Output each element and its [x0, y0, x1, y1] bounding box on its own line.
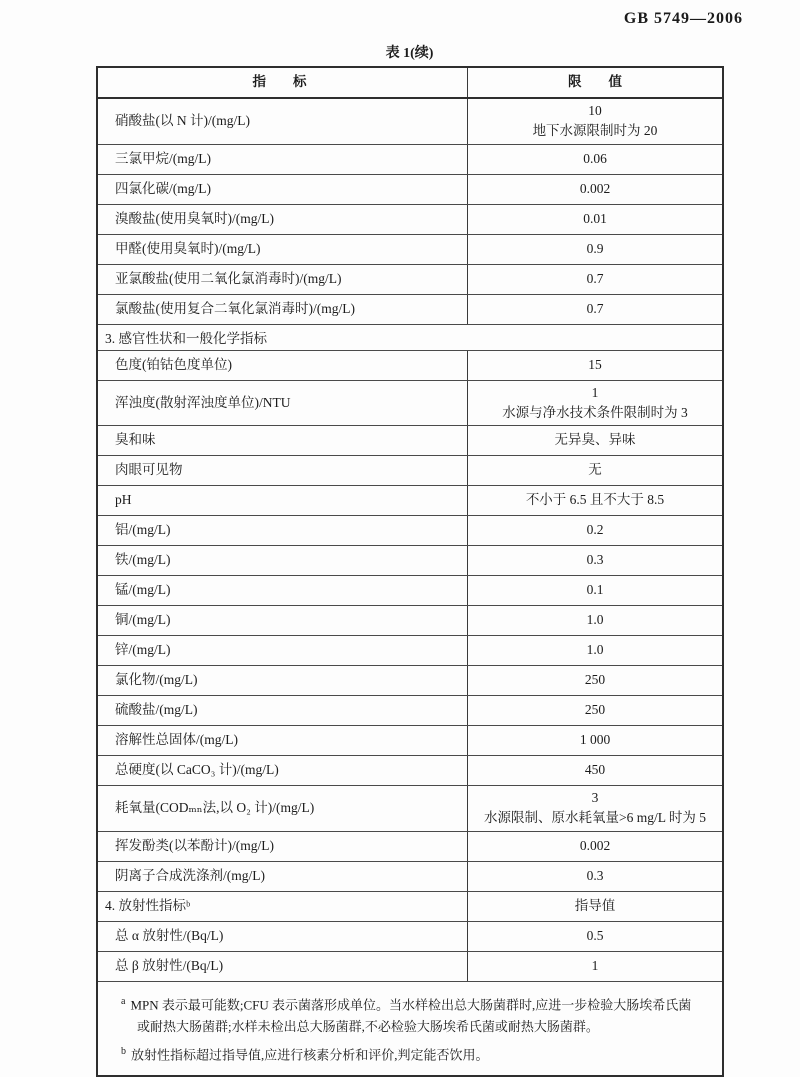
- table-row: [98, 726, 722, 756]
- indicator-cell: 氯酸盐(使用复合二氧化氯消毒时)/(mg/L): [98, 295, 468, 324]
- indicator-cell: 4. 放射性指标ᵇ: [98, 892, 468, 921]
- indicator-cell: 总 β 放射性/(Bq/L): [98, 952, 468, 981]
- limit-cell: [468, 426, 722, 455]
- indicator-cell: 总 α 放射性/(Bq/L): [98, 922, 468, 951]
- footnote-text: 放射性指标超过指导值,应进行核素分析和评价,判定能否饮用。: [131, 1046, 489, 1062]
- footnote-marker: b: [121, 1045, 126, 1057]
- limit-line: 0.3: [586, 867, 604, 883]
- limit-cell: [468, 351, 722, 380]
- limit-line: 0.002: [579, 837, 611, 853]
- table-row: [98, 265, 722, 295]
- limit-line: 无异臭、异味: [554, 432, 636, 448]
- doc-number: GB 5749—2006: [623, 10, 743, 27]
- limit-line: 1 000: [579, 732, 611, 748]
- table-row: [98, 696, 722, 726]
- footnote-marker: a: [121, 995, 126, 1007]
- limit-line: 0.1: [586, 582, 604, 598]
- indicator-cell: 锌/(mg/L): [98, 636, 468, 665]
- indicator-cell: 硝酸盐(以 N 计)/(mg/L): [98, 99, 468, 144]
- limit-cell: [468, 205, 722, 234]
- limit-line: 3: [591, 790, 599, 805]
- indicator-cell: 三氯甲烷/(mg/L): [98, 145, 468, 174]
- limit-cell: [468, 486, 722, 515]
- table-row: [98, 546, 722, 576]
- footnotes-block: [98, 982, 722, 1076]
- table-row: [98, 235, 722, 265]
- limit-cell: [468, 235, 722, 264]
- limit-cell: [468, 145, 722, 174]
- limit-cell: [468, 892, 722, 921]
- limit-cell: [468, 862, 722, 891]
- limit-line: 1.0: [586, 612, 604, 628]
- table-row: [98, 456, 722, 486]
- table-row: [98, 892, 722, 922]
- indicator-cell: 肉眼可见物: [98, 456, 468, 485]
- limit-cell: [468, 922, 722, 951]
- table-row: [98, 381, 722, 427]
- table-row: [98, 486, 722, 516]
- table-row: [98, 756, 722, 786]
- indicator-cell: 浑浊度(散射浑浊度单位)/NTU: [98, 381, 468, 426]
- indicator-cell: 臭和味: [98, 426, 468, 455]
- table-row: [98, 862, 722, 892]
- table-row: [98, 666, 722, 696]
- limit-line: 不小于 6.5 且不大于 8.5: [525, 492, 665, 508]
- indicator-cell: 总硬度(以 CaCO₃ 计)/(mg/L): [98, 756, 468, 785]
- table-body: [98, 99, 722, 982]
- limit-cell: [468, 516, 722, 545]
- limit-cell: [468, 786, 722, 831]
- limit-cell: [468, 265, 722, 294]
- limit-cell: [468, 666, 722, 695]
- limit-line: 1: [591, 957, 599, 973]
- footnote-item: [121, 1043, 702, 1067]
- limit-cell: [468, 636, 722, 665]
- table-row: [98, 426, 722, 456]
- table-row: [98, 786, 722, 832]
- limit-line: 1.0: [586, 642, 604, 658]
- limit-line: 水源限制、原水耗氧量>6 mg/L 时为 5: [484, 810, 706, 826]
- indicator-cell: pH: [98, 486, 468, 515]
- limit-cell: [468, 576, 722, 605]
- limit-line: 0.06: [583, 150, 607, 166]
- indicator-cell: 铜/(mg/L): [98, 606, 468, 635]
- limit-line: 水源与净水技术条件限制时为 3: [502, 404, 688, 420]
- indicator-cell: 硫酸盐/(mg/L): [98, 696, 468, 725]
- limit-cell: [468, 295, 722, 324]
- limit-cell: [468, 99, 722, 144]
- limit-line: 0.01: [583, 210, 607, 226]
- data-table: [96, 66, 724, 1077]
- limit-line: 0.7: [586, 270, 604, 286]
- indicator-cell: 甲醛(使用臭氧时)/(mg/L): [98, 235, 468, 264]
- indicator-cell: 亚氯酸盐(使用二氧化氯消毒时)/(mg/L): [98, 265, 468, 294]
- limit-line: 0.3: [586, 552, 604, 568]
- table-row: [98, 636, 722, 666]
- limit-line: 15: [588, 356, 602, 372]
- limit-line: 250: [584, 672, 606, 688]
- footnote-text: MPN 表示最可能数;CFU 表示菌落形成单位。当水样检出总大肠菌群时,应进一步检验大肠埃希氏菌或耐热大肠菌群;水样未检出总大肠菌群,不必检验大肠埃希氏菌或耐热大肠菌群。: [130, 996, 692, 1035]
- indicator-cell: 氯化物/(mg/L): [98, 666, 468, 695]
- indicator-cell: 挥发酚类(以苯酚计)/(mg/L): [98, 832, 468, 861]
- indicator-cell: 锰/(mg/L): [98, 576, 468, 605]
- limit-cell: [468, 606, 722, 635]
- limit-cell: [468, 696, 722, 725]
- table-row: [98, 922, 722, 952]
- indicator-cell: 铝/(mg/L): [98, 516, 468, 545]
- limit-cell: [468, 175, 722, 204]
- table-row: [98, 606, 722, 636]
- limit-line: 250: [584, 702, 606, 718]
- table-row: [98, 952, 722, 982]
- indicator-cell: 色度(铂钴色度单位): [98, 351, 468, 380]
- table-row: [98, 295, 722, 325]
- table-row: [98, 832, 722, 862]
- table-row: [98, 99, 722, 145]
- limit-cell: [468, 952, 722, 981]
- indicator-cell: 溶解性总固体/(mg/L): [98, 726, 468, 755]
- limit-cell: [468, 381, 722, 426]
- limit-cell: [468, 832, 722, 861]
- section-label: 3. 感官性状和一般化学指标: [105, 331, 267, 346]
- limit-line: 0.7: [586, 300, 604, 316]
- limit-line: 地下水源限制时为 20: [532, 123, 658, 139]
- limit-cell: [468, 756, 722, 785]
- indicator-cell: 四氯化碳/(mg/L): [98, 175, 468, 204]
- table-header-row: [98, 68, 722, 99]
- limit-line: 450: [584, 762, 606, 778]
- table-row: [98, 576, 722, 606]
- indicator-cell: 阴离子合成洗涤剂/(mg/L): [98, 862, 468, 891]
- limit-line: 0.5: [586, 927, 604, 943]
- limit-line: 0.2: [586, 522, 604, 538]
- column-header-indicator: 指 标: [98, 68, 468, 97]
- table-row: [98, 351, 722, 381]
- limit-line: 无: [588, 462, 602, 478]
- limit-line: 0.002: [579, 180, 611, 196]
- limit-cell: [468, 456, 722, 485]
- table-row: [98, 175, 722, 205]
- limit-line: 10: [588, 103, 602, 118]
- footnote-item: [121, 993, 702, 1039]
- table-row: [98, 145, 722, 175]
- indicator-cell: 耗氧量(CODₘₙ法,以 O₂ 计)/(mg/L): [98, 786, 468, 831]
- column-header-limit: 限 值: [568, 74, 622, 90]
- limit-cell: [468, 546, 722, 575]
- table-caption: 表 1(续): [385, 46, 434, 61]
- table-row: [98, 205, 722, 235]
- limit-line: 1: [591, 384, 599, 400]
- limit-cell: [468, 726, 722, 755]
- limit-line: 指导值: [574, 897, 616, 913]
- indicator-cell: 铁/(mg/L): [98, 546, 468, 575]
- limit-line: 0.9: [586, 240, 604, 256]
- indicator-cell: 溴酸盐(使用臭氧时)/(mg/L): [98, 205, 468, 234]
- section-row: [98, 325, 722, 351]
- table-row: [98, 516, 722, 546]
